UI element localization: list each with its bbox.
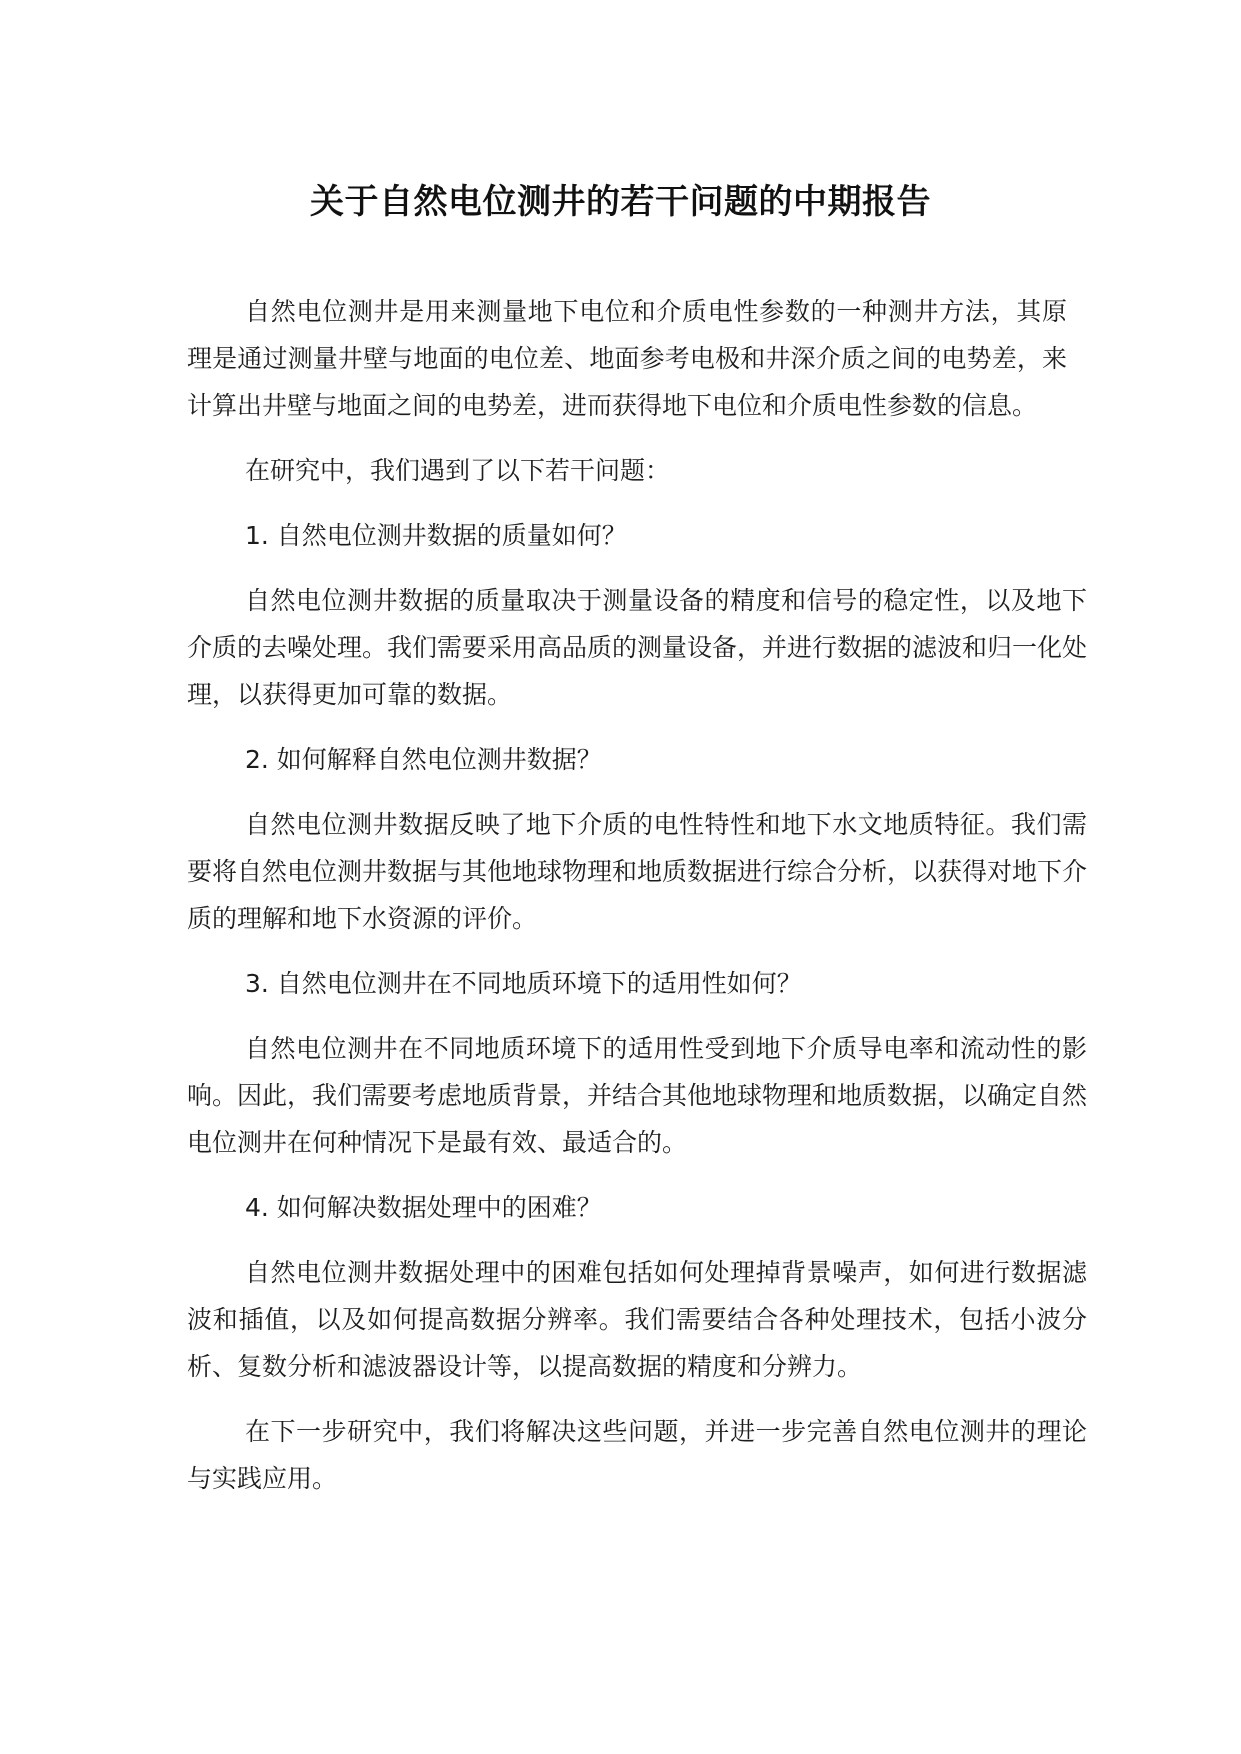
question-2: 2. 如何解释自然电位测井数据？ <box>245 745 602 774</box>
paragraph-problems-intro: 在研究中，我们遇到了以下若干问题： <box>245 456 671 485</box>
paragraph-conclusion: 在下一步研究中，我们将解决这些问题，并进一步完善自然电位测井的理论与实践应用。 <box>187 1417 1087 1493</box>
document-title: 关于自然电位测井的若干问题的中期报告 <box>310 182 931 222</box>
answer-2: 自然电位测井数据反映了地下介质的电性特性和地下水文地质特征。我们需要将自然电位测井数据与其他地球物理和地质数据进行综合分析，以获得对地下介质的理解和地下水资源的评价。 <box>187 810 1088 933</box>
document-body <box>187 288 1087 1520</box>
question-4: 4. 如何解决数据处理中的困难？ <box>245 1193 602 1222</box>
answer-3: 自然电位测井在不同地质环境下的适用性受到地下介质导电率和流动性的影响。因此，我们需要考虑地质背景，并结合其他地球物理和地质数据，以确定自然电位测井在何种情况下是最有效、最适合的。 <box>187 1034 1088 1157</box>
question-1: 1. 自然电位测井数据的质量如何？ <box>245 521 627 550</box>
answer-4: 自然电位测井数据处理中的困难包括如何处理掉背景噪声，如何进行数据滤波和插值，以及如何提高数据分辨率。我们需要结合各种处理技术，包括小波分析、复数分析和滤波器设计等，以提高数据的精度和分辨力。 <box>187 1258 1087 1381</box>
paragraph-intro: 自然电位测井是用来测量地下电位和介质电性参数的一种测井方法，其原理是通过测量井壁与地面的电位差、地面参考电极和井深介质之间的电势差，来计算出井壁与地面之间的电势差，进而获得地下电位和介质电性参数的信息。 <box>187 297 1067 420</box>
answer-1: 自然电位测井数据的质量取决于测量设备的精度和信号的稳定性，以及地下介质的去噪处理。我们需要采用高品质的测量设备，并进行数据的滤波和归一化处理，以获得更加可靠的数据。 <box>187 586 1088 709</box>
question-3: 3. 自然电位测井在不同地质环境下的适用性如何？ <box>245 969 802 998</box>
